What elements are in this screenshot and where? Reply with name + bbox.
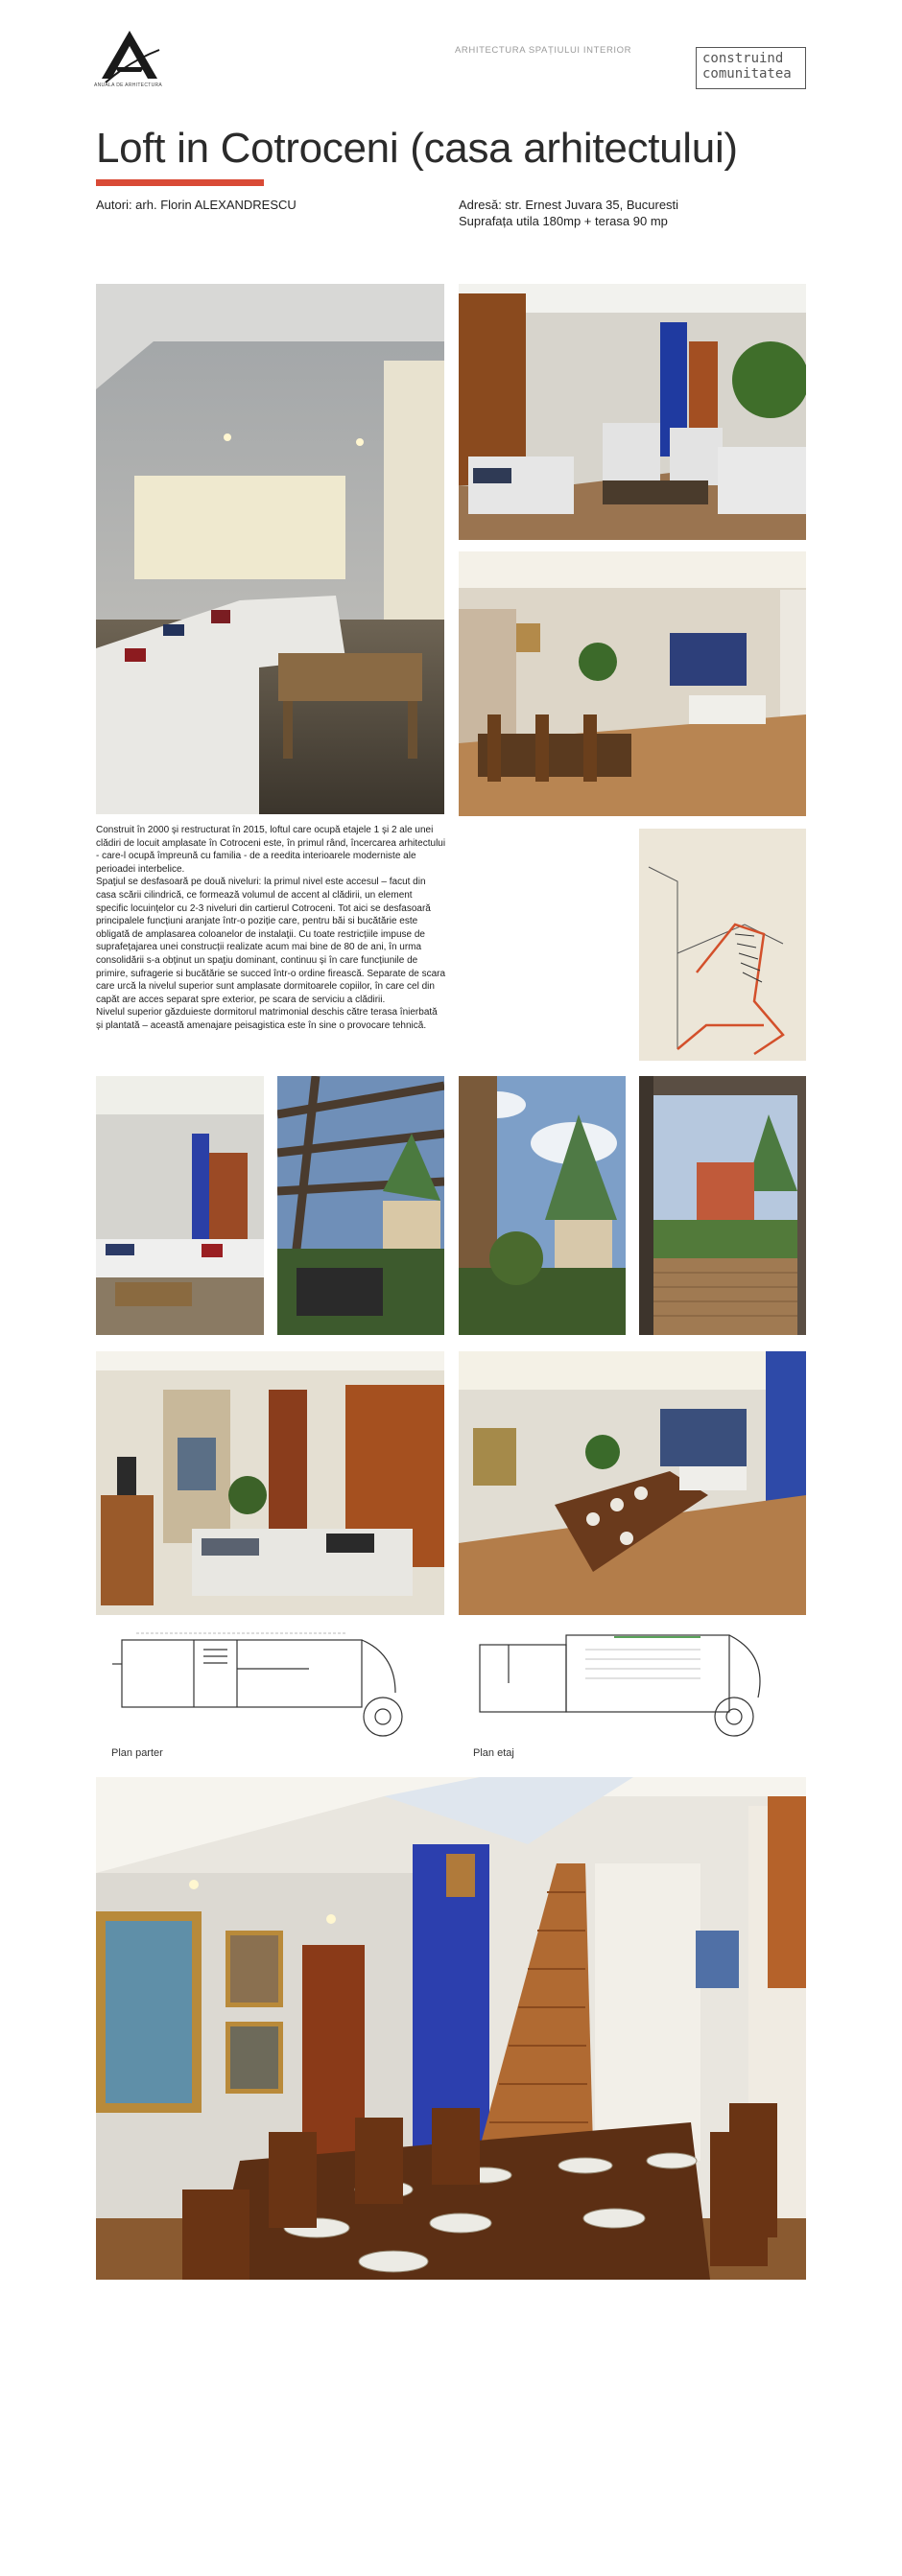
photo-dining-staircase	[96, 1777, 806, 2280]
address: Adresă: str. Ernest Juvara 35, Bucuresti	[459, 198, 679, 212]
floor-plan-upper	[470, 1626, 787, 1741]
publication-logo	[96, 29, 163, 90]
photo-terrace-roof	[459, 1076, 626, 1335]
photo-terrace-pergola	[277, 1076, 444, 1335]
page-title: Loft in Cotroceni (casa arhitectului)	[96, 125, 738, 172]
partner-logo-line1: construind	[702, 51, 784, 66]
title-accent-bar	[96, 179, 264, 186]
floor-plan-ground	[107, 1626, 424, 1741]
photo-staircase-sketch	[639, 829, 806, 1061]
photo-terrace-window	[639, 1076, 806, 1335]
description-paragraph: Spaţiul se desfasoară pe două niveluri: la primul nivel este accesul – facut din casa scării cilindrică, ce formează volumul de accent al clădirii, un element specific locuințelor cu 2-3 niveluri din cartierul Cotroceni. Tot aici se desfasoară principalele funcțiuni aranjate într-o poziție care, pentru băi si bucătărie este obligată de amplasarea coloanelor de instalaţii. Cu toate restricțiile impuse de suprafețajarea unei construcții realizate acum mai bine de 80 de ani, în urma consolidării s-a obținut un spaţiu dominant, continuu și în care funcțiunile de primire, sufragerie si bucătărie se succed într-o ordine firească. Separate de scara care urcă la nivelul superior sunt amplasate dormitoarele copiilor, în care cel din capăt are acces separat spre exterior, pe scara de serviciu a clădirii.	[96, 877, 446, 1005]
partner-logo-line2: comunitatea	[702, 66, 792, 82]
photo-corridor	[96, 1076, 264, 1335]
photo-living-room	[96, 284, 444, 814]
project-description	[96, 824, 446, 1033]
description-paragraph: Nivelul superior găzduieste dormitorul matrimonial deschis către terasa înierbată și plantată – această amenajare peisagistica este în sine o provocare tehnică.	[96, 1007, 438, 1031]
authors: Autori: arh. Florin ALEXANDRESCU	[96, 198, 297, 212]
logo-caption: ANUALA DE ARHITECTURA	[94, 82, 163, 88]
photo-living-room-wide	[459, 284, 806, 540]
description-paragraph: Construit în 2000 și restructurat în 2015, loftul care ocupă etajele 1 și 2 ale unei clădiri de locuit amplasate în Cotroceni este, în primul rând, încercarea arhitectului - care-l ocupă împreună cu familia - de a reedita interioarele moderniste ale perioadei interbelice.	[96, 825, 446, 875]
photo-living-room-corner	[96, 1351, 444, 1615]
category-label: ARHITECTURA SPAȚIULUI INTERIOR	[455, 45, 632, 56]
photo-dining-table	[459, 1351, 806, 1615]
area: Suprafața utila 180mp + terasa 90 mp	[459, 214, 668, 228]
photo-dining-room	[459, 551, 806, 816]
partner-logo	[696, 47, 806, 89]
plan-label-upper: Plan etaj	[473, 1747, 514, 1759]
plan-label-ground: Plan parter	[111, 1747, 163, 1759]
